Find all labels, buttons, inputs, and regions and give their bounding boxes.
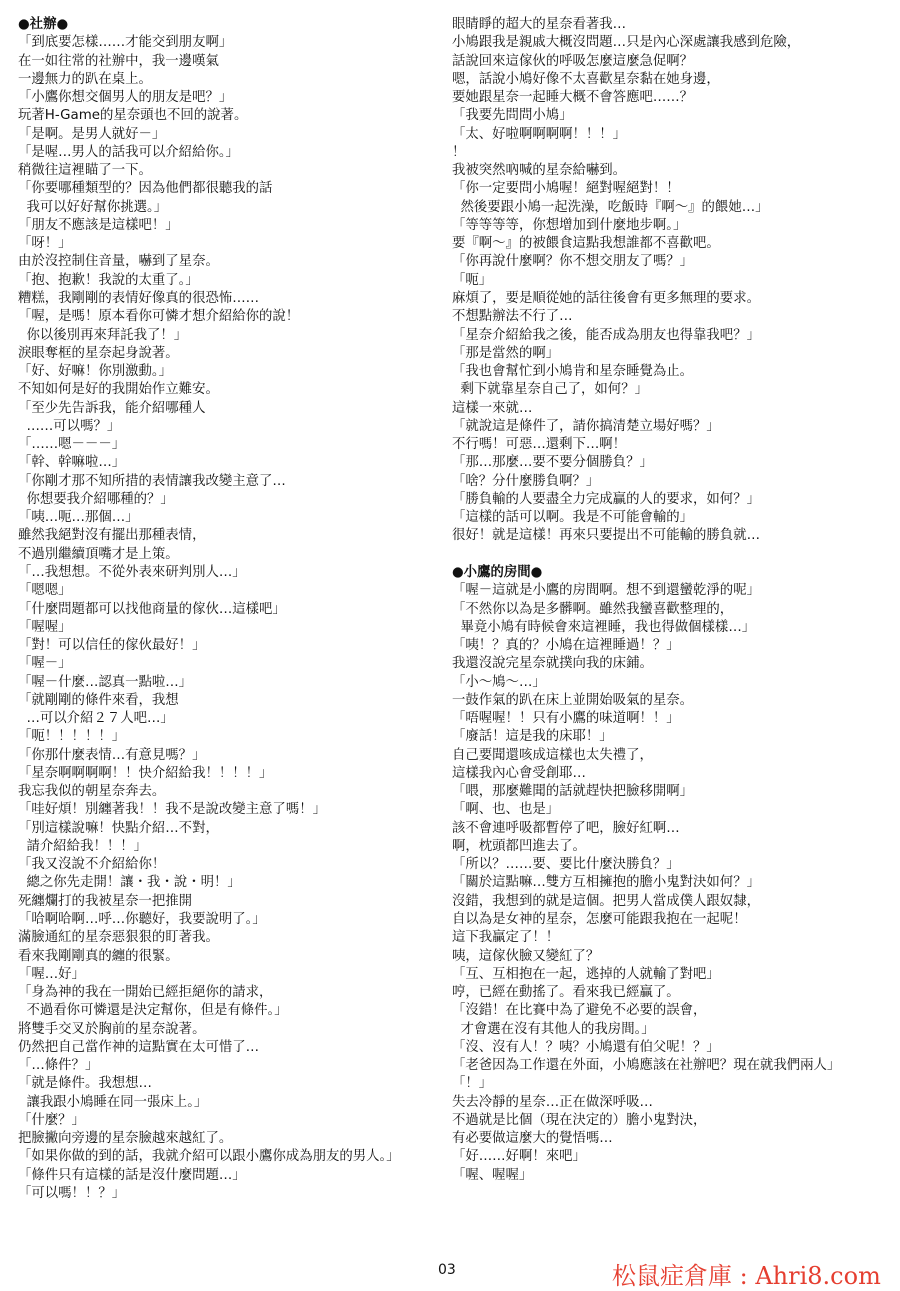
text-line: 「星奈介紹給我之後，能否成為朋友也得靠我吧？」: [452, 327, 760, 343]
text-line: 「朋友不應該是這樣吧！」: [18, 217, 179, 233]
text-line: 我還沒說完星奈就撲向我的床鋪。: [452, 656, 653, 672]
text-line: 你以後別再來拜託我了！」: [18, 327, 188, 343]
text-line: 「……嗯－－－」: [18, 437, 126, 453]
text-line: 「哈啊哈啊…呼…你聽好，我要說明了。」: [18, 912, 266, 928]
text-line: 嗯，話說小鳩好像不太喜歡星奈黏在她身邊，: [452, 71, 720, 87]
text-line: 「那…那麼…要不要分個勝負？」: [452, 455, 653, 471]
text-line: 不想點辦法不行了…: [452, 309, 573, 325]
text-line: 「沒、沒有人！？咦？小鳩還有伯父呢！？」: [452, 1039, 720, 1055]
text-line: 「咦…呃…那個…」: [18, 510, 139, 526]
text-line: 我忘我似的朝星奈奔去。: [18, 784, 166, 800]
text-line: 「所以？……要、要比什麼決勝負？」: [452, 857, 680, 873]
left-text-column: [18, 16, 443, 1203]
text-line: 「身為神的我在一開始已經拒絕你的請求，: [18, 985, 273, 1001]
text-line: 有必要做這麼大的覺悟嗎…: [452, 1131, 613, 1147]
text-line: 要她跟星奈一起睡大概不會答應吧……？: [452, 90, 694, 106]
text-line: 麻煩了，要是順從她的話往後會有更多無理的要求。: [452, 290, 760, 306]
text-line: 「沒錯！在比賽中為了避免不必要的誤會，: [452, 1003, 707, 1019]
text-line: 小鳩跟我是親戚大概沒問題…只是內心深處讓我感到危險，: [452, 35, 801, 51]
text-line: 「…我想想。不從外表來研判別人…」: [18, 564, 246, 580]
text-line: 剩下就靠星奈自己了，如何？」: [452, 382, 648, 398]
text-line: 然後要跟小鳩一起洗澡，吃飯時『啊～』的餵她…」: [452, 199, 769, 215]
text-line: 「廢話！這是我的床耶！」: [452, 729, 613, 745]
text-line: 「喔，是嗎！原本看你可憐才想介紹給你的說！: [18, 309, 300, 325]
section-heading: ●小鷹的房間●: [452, 564, 543, 580]
text-line: 你想要我介紹哪種的？」: [18, 491, 174, 507]
text-line: 「你一定要問小鳩喔！絕對喔絕對！！: [452, 181, 680, 197]
text-line: 「不然你以為是多髒啊。雖然我蠻喜歡整理的，: [452, 601, 734, 617]
text-line: 眼睛睜的超大的星奈看著我…: [452, 17, 627, 32]
text-line: 「呀！」: [18, 236, 72, 252]
text-line: 「互、互相抱在一起，逃掉的人就輸了對吧」: [452, 966, 720, 982]
text-line: 「這樣的話可以啊。我是不可能會輸的」: [452, 510, 694, 526]
section-heading: ●社辦●: [18, 17, 69, 32]
text-line: 「我又沒說不介紹給你！: [18, 857, 166, 873]
text-line: 才會選在沒有其他人的我房間。」: [452, 1021, 655, 1037]
text-line: 「你那什麼表情…有意見嗎？」: [18, 747, 206, 763]
page-number: 03: [438, 1262, 456, 1278]
text-line: 「喔－這就是小鷹的房間啊。想不到還蠻乾淨的呢」: [452, 583, 760, 599]
text-line: 「就剛剛的條件來看，我想: [18, 692, 179, 708]
text-line: 「等等等等，你想增加到什麼地步啊。」: [452, 217, 687, 233]
text-line: 將雙手交叉於胸前的星奈說著。: [18, 1021, 206, 1037]
text-line: 「哇好煩！別纏著我！！我不是說改變主意了嗎！」: [18, 802, 326, 818]
text-line: 「！」: [452, 1076, 493, 1092]
text-line: 這樣我內心會受創耶…: [452, 765, 586, 781]
text-line: 「…條件？」: [18, 1058, 99, 1074]
text-line: 「唔喔喔！！只有小鷹的味道啊！！」: [452, 711, 680, 727]
text-line: 「嗯嗯」: [18, 583, 72, 599]
text-line: 沒錯，我想到的就是這個。把男人當成僕人跟奴隸，: [452, 893, 760, 909]
text-line: 請介紹給我！！！」: [18, 838, 148, 854]
text-line: 「到底要怎樣……才能交到朋友啊」: [18, 35, 233, 51]
text-line: 「勝負輸的人要盡全力完成贏的人的要求，如何？」: [452, 491, 760, 507]
text-line: [452, 546, 892, 564]
text-line: 死纏爛打的我被星奈一把推開: [18, 893, 193, 909]
text-line: 這樣一來就…: [452, 400, 533, 416]
text-line: 「我要先問問小鳩」: [452, 108, 573, 124]
text-line: 不過就是比個（現在決定的）膽小鬼對決，: [452, 1112, 707, 1128]
text-line: 仍然把自己當作神的這點實在太可惜了…: [18, 1039, 260, 1055]
text-line: 「咦！？真的？小鳩在這裡睡過！？」: [452, 638, 680, 654]
text-line: 「小鷹你想交個男人的朋友是吧？」: [18, 90, 233, 106]
text-line: 「就是條件。我想想…: [18, 1076, 152, 1092]
text-line: 「至少先告訴我，能介紹哪種人: [18, 400, 206, 416]
text-line: 「幹、幹嘛啦…」: [18, 455, 126, 471]
text-line: 「喔－什麼…認真一點啦…」: [18, 674, 193, 690]
text-line: 不知如何是好的我開始作立難安。: [18, 382, 219, 398]
text-line: 哼，已經在動搖了。看來我已經贏了。: [452, 985, 680, 1001]
text-line: 「關於這點嘛…雙方互相擁抱的膽小鬼對決如何？」: [452, 875, 760, 891]
text-line: 該不會連呼吸都暫停了吧，臉好紅啊…: [452, 820, 680, 836]
text-line: 「那是當然的啊」: [452, 345, 560, 361]
text-line: 自以為是女神的星奈，怎麼可能跟我抱在一起呢！: [452, 912, 747, 928]
text-line: 把臉撇向旁邊的星奈臉越來越紅了。: [18, 1131, 233, 1147]
text-line: 「好、好嘛！你別激動。」: [18, 364, 172, 380]
text-line: 由於沒控制住音量，嚇到了星奈。: [18, 254, 219, 270]
text-line: 這下我贏定了！！: [452, 930, 560, 946]
text-line: 不行嗎！可惡…還剩下…啊！: [452, 437, 627, 453]
text-line: 「呃！！！！！」: [18, 729, 126, 745]
text-line: 「太、好啦啊啊啊啊！！！」: [452, 126, 627, 142]
text-line: 讓我跟小鳩睡在同一張床上。」: [18, 1094, 208, 1110]
text-line: 很好！就是這樣！再來只要提出不可能輸的勝負就…: [452, 528, 760, 544]
text-line: 「別這樣說嘛！快點介紹…不對，: [18, 820, 219, 836]
text-line: 咦，這傢伙臉又變紅了？: [452, 948, 600, 964]
text-line: 「什麼問題都可以找他商量的傢伙…這樣吧」: [18, 601, 286, 617]
text-line: 失去冷靜的星奈…正在做深呼吸…: [452, 1094, 653, 1110]
text-line: ！: [452, 144, 466, 160]
watermark-text: 松鼠症倉庫 : Ahri8.com: [612, 1262, 881, 1290]
text-line: 「好……好啊！來吧」: [452, 1149, 586, 1165]
text-line: 「你要哪種類型的？因為他們都很聽我的話: [18, 181, 273, 197]
text-line: 「你再說什麼啊？你不想交朋友了嗎？」: [452, 254, 694, 270]
text-line: 「喔…好」: [18, 966, 85, 982]
text-line: 「我也會幫忙到小鳩肯和星奈睡覺為止。: [452, 364, 694, 380]
text-line: 「喂，那麼難聞的話就趕快把臉移開啊」: [452, 784, 694, 800]
text-line: 我被突然吶喊的星奈給嚇到。: [452, 163, 627, 179]
text-line: 一邊無力的趴在桌上。: [18, 71, 152, 87]
text-line: 「條件只有這樣的話是沒什麼問題…」: [18, 1167, 246, 1183]
text-line: 畢竟小鳩有時候會來這裡睡，我也得做個樣樣…」: [452, 619, 756, 635]
text-line: 「對！可以信任的傢伙最好！」: [18, 638, 206, 654]
text-line: 「小～鳩～…」: [452, 674, 546, 690]
text-line: 「老爸因為工作還在外面，小鳩應該在社辦吧？現在就我們兩人」: [452, 1058, 841, 1074]
text-line: 「抱、抱歉！我說的太重了。」: [18, 272, 199, 288]
text-line: 雖然我絕對沒有擺出那種表情，: [18, 528, 206, 544]
text-line: 總之你先走開！讓・我・說・明！」: [18, 875, 241, 891]
text-line: ……可以嗎？」: [18, 418, 121, 434]
text-line: 我可以好好幫你挑選。」: [18, 199, 168, 215]
text-line: 「喔－」: [18, 656, 72, 672]
text-line: 不過看你可憐還是決定幫你，但是有條件。」: [18, 1003, 288, 1019]
text-line: 要『啊～』的被餵食這點我想誰都不喜歡吧。: [452, 236, 720, 252]
text-line: 「如果你做的到的話，我就介紹可以跟小鷹你成為朋友的男人。」: [18, 1149, 400, 1165]
text-line: 在一如往常的社辦中，我一邊嘆氣: [18, 53, 219, 69]
text-line: 一鼓作氣的趴在床上並開始吸氣的星奈。: [452, 692, 694, 708]
text-line: 「什麼？」: [18, 1112, 85, 1128]
text-line: 啊，枕頭都凹進去了。: [452, 838, 586, 854]
text-line: 不過別繼續頂嘴才是上策。: [18, 546, 179, 562]
text-line: 「可以嗎！！？」: [18, 1186, 126, 1201]
text-line: 「是喔…男人的話我可以介紹給你。」: [18, 144, 239, 160]
text-line: 淚眼奪框的星奈起身說著。: [18, 345, 179, 361]
text-line: …可以介紹２７人吧…」: [18, 711, 174, 727]
text-line: 「啥？分什麼勝負啊？」: [452, 473, 600, 489]
text-line: 玩著H-Game的星奈頭也不回的說著。: [18, 108, 248, 124]
right-text-column: [452, 16, 892, 1185]
text-line: 滿臉通紅的星奈惡狠狠的盯著我。: [18, 930, 219, 946]
text-line: 話說回來這傢伙的呼吸怎麼這麼急促啊？: [452, 53, 694, 69]
text-line: 「啊、也、也是」: [452, 802, 560, 818]
text-line: 自己要聞還咳成這樣也太失禮了，: [452, 747, 653, 763]
text-line: 「喔喔」: [18, 619, 72, 635]
text-line: 稍微往這裡瞄了一下。: [18, 163, 152, 179]
text-line: 「呃」: [452, 272, 493, 288]
text-line: 「就說這是條件了，請你搞清楚立場好嗎？」: [452, 418, 720, 434]
text-line: 看來我剛剛真的纏的很緊。: [18, 948, 179, 964]
text-line: 「星奈啊啊啊啊！！快介紹給我！！！！」: [18, 765, 273, 781]
text-line: 「喔、喔喔」: [452, 1167, 533, 1183]
text-line: 「你剛才那不知所措的表情讓我改變主意了…: [18, 473, 286, 489]
text-line: 糟糕，我剛剛的表情好像真的很恐怖……: [18, 290, 260, 306]
text-line: 「是啊。是男人就好－」: [18, 126, 166, 142]
